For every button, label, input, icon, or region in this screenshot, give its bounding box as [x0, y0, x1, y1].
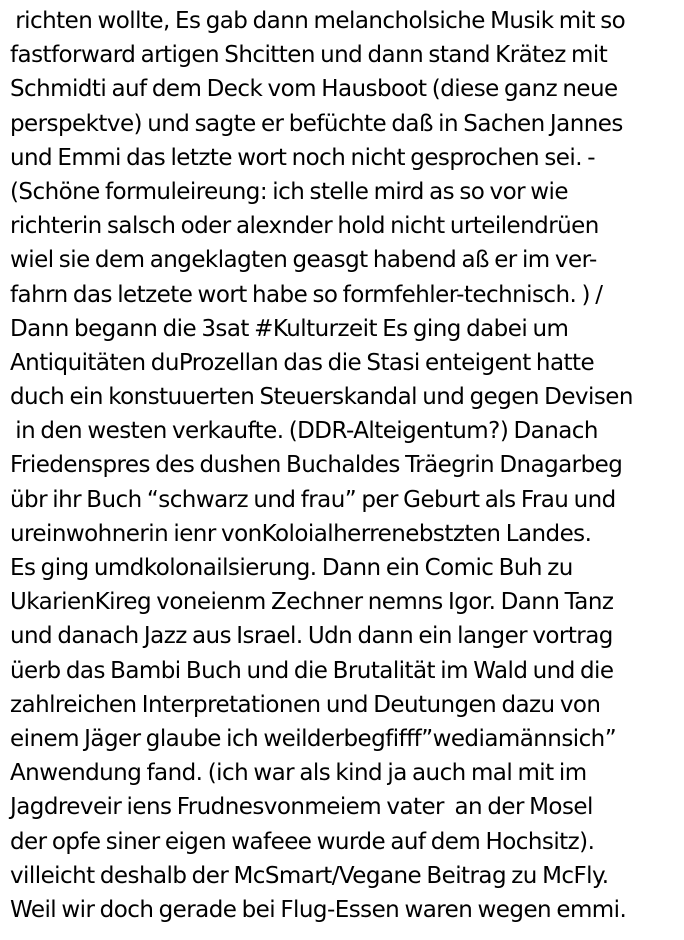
document-body-text [10, 4, 682, 927]
text-line-12: duch ein konstuuerten Steuerskandal und gegen Devisen [10, 384, 633, 411]
text-line-6: (Schöne formuleireung: ich stelle mird as so vor wie [10, 178, 568, 205]
text-line-26: villeicht deshalb der McSmart/Vegane Beitrag zu McFly. [10, 862, 609, 889]
text-line-3: Schmidti auf dem Deck vom Hausboot (diese ganz neue [10, 76, 618, 103]
text-line-2: fastforward artigen Shcitten und dann stand Krätez mit [10, 42, 608, 69]
text-line-19: und danach Jazz aus Israel. Udn dann ein langer vortrag [10, 623, 613, 650]
text-line-11: Antiquitäten duProzellan das die Stasi enteigent hatte [10, 349, 595, 376]
text-line-20: üerb das Bambi Buch und die Brutalität im Wald und die [10, 657, 614, 684]
text-line-4: perspektve) und sagte er befüchte daß in Sachen Jannes [10, 110, 623, 137]
text-line-27: Weil wir doch gerade bei Flug-Essen waren wegen emmi. [10, 896, 627, 923]
text-line-13: in den westen verkaufte. (DDR-Alteigentum?) Danach [10, 418, 598, 445]
text-line-9: fahrn das letzete wort habe so formfehler-technisch. ) / [10, 281, 603, 308]
text-line-8: wiel sie dem angeklagten geasgt habend aß er im ver- [10, 247, 597, 274]
text-line-1: richten wollte, Es gab dann melancholsiche Musik mit so [10, 8, 626, 34]
text-line-16: ureinwohnerin ienr vonKoloialherrenebstzten Landes. [10, 520, 592, 547]
text-line-24: Jagdreveir iens Frudnesvonmeiem vater an der Mosel [10, 794, 593, 821]
text-line-15: übr ihr Buch “schwarz und frau” per Geburt als Frau und [10, 486, 616, 513]
text-line-17: Es ging umdkolonailsierung. Dann ein Comic Buh zu [10, 555, 573, 581]
text-line-5: und Emmi das letzte wort noch nicht gesprochen sei. - [10, 144, 595, 171]
text-line-14: Friedenspres des dushen Buchaldes Träegrin Dnagarbeg [10, 452, 623, 479]
text-line-23: Anwendung fand. (ich war als kind ja auch mal mit im [10, 760, 587, 787]
text-line-18: UkarienKireg voneienm Zechner nemns Igor. Dann Tanz [10, 589, 614, 616]
text-line-7: richterin salsch oder alexnder hold nicht urteilendrüen [10, 213, 599, 240]
text-line-10: Dann begann die 3sat #Kulturzeit Es ging dabei um [10, 315, 569, 342]
text-line-21: zahlreichen Interpretationen und Deutungen dazu von [10, 691, 601, 718]
text-line-25: der opfe siner eigen wafeee wurde auf dem Hochsitz). [10, 828, 595, 855]
text-line-22: einem Jäger glaube ich weilderbegfifff”wediamännsich” [10, 725, 617, 752]
